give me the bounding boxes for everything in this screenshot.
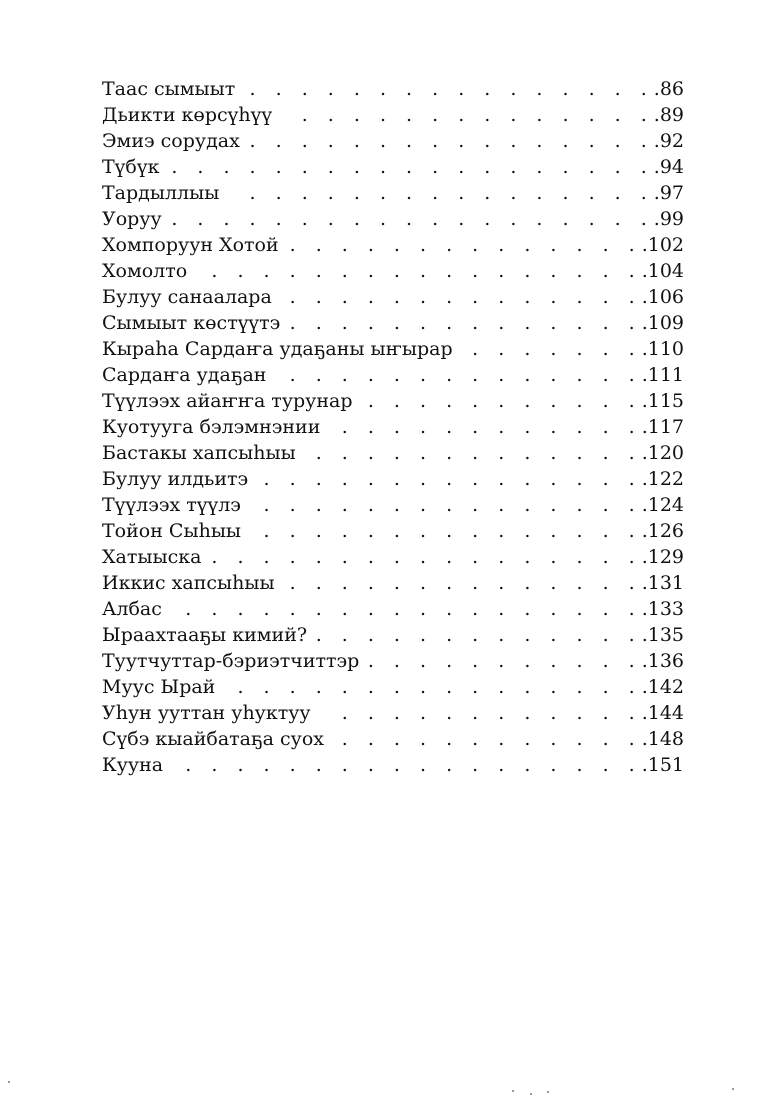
toc-entry-title: Булуу илдьитэ — [102, 466, 258, 492]
toc-entry-page: .135 — [641, 624, 684, 646]
toc-entry — [102, 336, 684, 362]
toc-entry — [102, 180, 684, 206]
toc-entry-page: .92 — [653, 130, 684, 152]
toc-dot-leader — [282, 284, 642, 310]
toc-entry — [102, 206, 684, 232]
toc-dot-leader — [211, 544, 641, 570]
toc-entry-title: Хатыыска — [102, 544, 211, 570]
toc-entry-page: .104 — [641, 260, 684, 282]
toc-entry — [102, 76, 684, 102]
toc-entry — [102, 674, 684, 700]
toc-dot-leader — [251, 518, 642, 544]
toc-dot-leader — [330, 414, 641, 440]
scan-speck — [530, 1093, 532, 1095]
toc-entry — [102, 596, 684, 622]
toc-entry-page: .129 — [641, 546, 684, 568]
toc-entry-title: Уһун ууттан уһуктуу — [102, 700, 321, 726]
toc-entry-page: .120 — [641, 442, 684, 464]
toc-dot-leader — [250, 128, 654, 154]
toc-dot-leader — [172, 596, 642, 622]
toc-entry-page: .97 — [653, 182, 684, 204]
toc-entry-title: Таас сымыыт — [102, 76, 245, 102]
scan-speck — [512, 1090, 514, 1092]
toc-entry — [102, 492, 684, 518]
toc-entry — [102, 310, 684, 336]
toc-entry-title: Ыраахтааҕы кимий? — [102, 622, 317, 648]
toc-entry-title: Сүбэ кыайбатаҕа суох — [102, 726, 334, 752]
toc-entry-title: Кыраһа Сардаҥа удаҕаны ыҥырар — [102, 336, 463, 362]
toc-entry-title: Кууна — [102, 752, 173, 778]
toc-entry — [102, 544, 684, 570]
toc-entry-page: .89 — [653, 104, 684, 126]
toc-entry — [102, 284, 684, 310]
toc-entry — [102, 154, 684, 180]
toc-entry-title: Эмиэ сорудах — [102, 128, 250, 154]
toc-entry — [102, 388, 684, 414]
toc-entry-page: .115 — [641, 390, 684, 412]
toc-entry-title: Хомолто — [102, 258, 197, 284]
toc-entry — [102, 752, 684, 778]
toc-entry-title: Түбүк — [102, 154, 169, 180]
toc-entry-page: .106 — [641, 286, 684, 308]
toc-entry-title: Албас — [102, 596, 172, 622]
toc-entry-title: Муус Ырай — [102, 674, 225, 700]
toc-entry-page: .144 — [641, 702, 684, 724]
toc-entry-page: .136 — [641, 650, 684, 672]
toc-entry — [102, 466, 684, 492]
toc-entry — [102, 102, 684, 128]
toc-dot-leader — [317, 622, 642, 648]
toc-entry-page: .148 — [641, 728, 684, 750]
toc-entry-page: .117 — [641, 416, 684, 438]
toc-entry-page: .124 — [641, 494, 684, 516]
toc-entry-page: .86 — [653, 78, 684, 100]
toc-dot-leader — [169, 154, 653, 180]
toc-entry-page: .111 — [641, 364, 684, 386]
toc-dot-leader — [197, 258, 641, 284]
toc-dot-leader — [229, 180, 653, 206]
toc-dot-leader — [306, 440, 642, 466]
scan-speck — [8, 1081, 10, 1083]
toc-entry — [102, 258, 684, 284]
toc-entry-page: .102 — [641, 234, 684, 256]
toc-entry-page: .122 — [641, 468, 684, 490]
toc-entry — [102, 570, 684, 596]
toc-entry-title: Тойон Сыһыы — [102, 518, 251, 544]
toc-dot-leader — [363, 388, 642, 414]
toc-dot-leader — [245, 76, 653, 102]
toc-dot-leader — [172, 206, 654, 232]
toc-entry — [102, 362, 684, 388]
toc-entry-title: Сымыыт көстүүтэ — [102, 310, 290, 336]
toc-dot-leader — [369, 648, 641, 674]
toc-entry — [102, 518, 684, 544]
toc-entry — [102, 648, 684, 674]
toc-entry-page: .94 — [653, 156, 684, 178]
toc-entry-title: Куотууга бэлэмнэнии — [102, 414, 330, 440]
toc-entry-title: Сардаҥа удаҕан — [102, 362, 276, 388]
toc-dot-leader — [290, 310, 641, 336]
toc-entry — [102, 700, 684, 726]
toc-entry-title: Тардыллыы — [102, 180, 229, 206]
toc-entry-page: .151 — [641, 754, 684, 776]
toc-entry-title: Уоруу — [102, 206, 172, 232]
toc-entry — [102, 726, 684, 752]
toc-entry-title: Туутчуттар-бэриэтчиттэр — [102, 648, 369, 674]
toc-entry-page: .133 — [641, 598, 684, 620]
toc-entry — [102, 622, 684, 648]
toc-entry-page: .126 — [641, 520, 684, 542]
table-of-contents — [102, 76, 684, 778]
toc-dot-leader — [173, 752, 642, 778]
toc-entry — [102, 414, 684, 440]
toc-entry — [102, 232, 684, 258]
toc-dot-leader — [289, 232, 642, 258]
toc-entry-title: Бастакы хапсыһыы — [102, 440, 306, 466]
scan-speck — [732, 1088, 734, 1090]
toc-entry — [102, 128, 684, 154]
toc-entry-title: Түүлээх түүлэ — [102, 492, 251, 518]
toc-entry-page: .110 — [641, 338, 684, 360]
toc-dot-leader — [225, 674, 641, 700]
toc-entry-page: .131 — [641, 572, 684, 594]
toc-entry-title: Иккис хапсыһыы — [102, 570, 285, 596]
toc-dot-leader — [282, 102, 654, 128]
toc-dot-leader — [276, 362, 641, 388]
scan-speck — [547, 1091, 549, 1093]
toc-dot-leader — [251, 492, 642, 518]
toc-dot-leader — [463, 336, 642, 362]
toc-entry-title: Булуу санаалара — [102, 284, 282, 310]
toc-entry — [102, 440, 684, 466]
toc-entry-title: Түүлээх айаҥҥа турунар — [102, 388, 363, 414]
toc-dot-leader — [258, 466, 641, 492]
toc-entry-page: .99 — [653, 208, 684, 230]
toc-dot-leader — [321, 700, 642, 726]
toc-entry-page: .109 — [641, 312, 684, 334]
toc-entry-page: .142 — [641, 676, 684, 698]
toc-dot-leader — [285, 570, 642, 596]
toc-entry-title: Хомпоруун Хотой — [102, 232, 289, 258]
toc-entry-title: Дьикти көрсүһүү — [102, 102, 282, 128]
toc-dot-leader — [334, 726, 642, 752]
